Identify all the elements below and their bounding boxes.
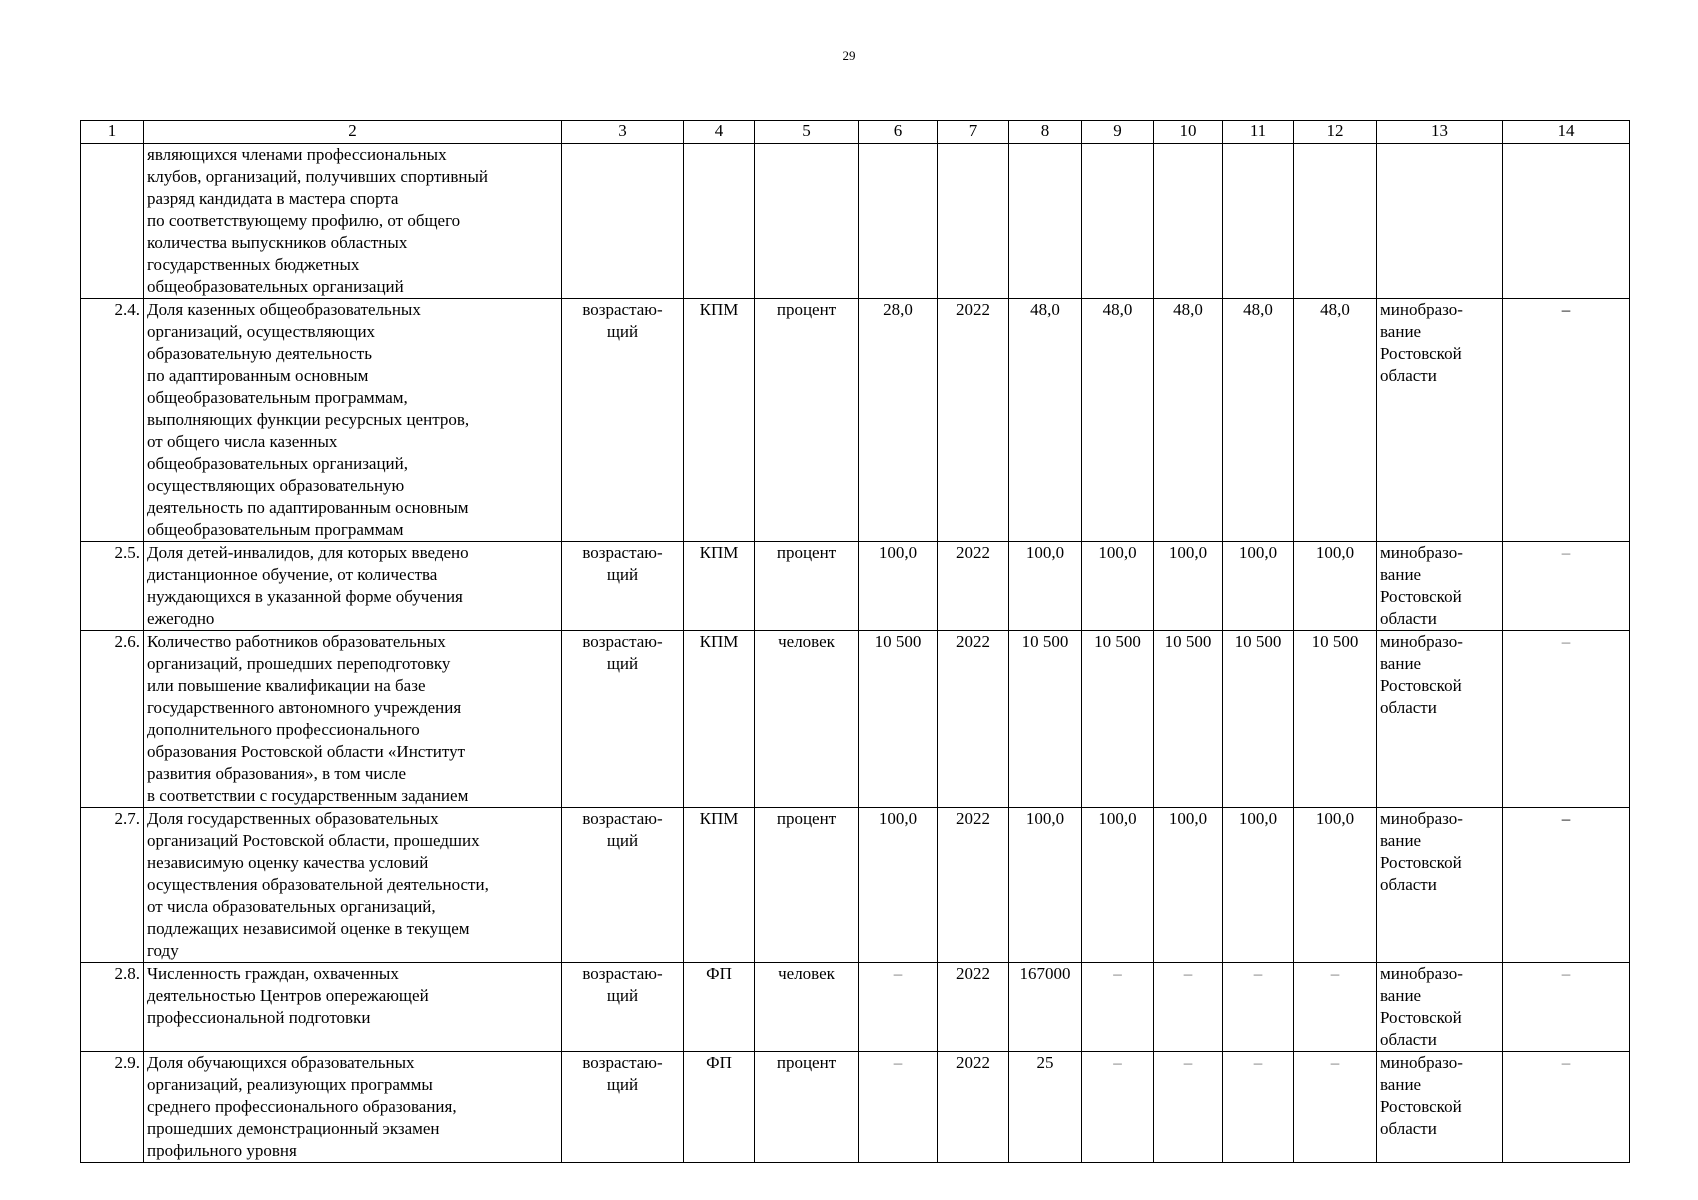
trend-direction <box>562 808 684 963</box>
row-number <box>81 144 144 299</box>
link-field: – <box>1503 963 1630 1052</box>
indicator-name <box>144 144 562 299</box>
responsible-body-line: минобразо- <box>1380 964 1463 983</box>
link-field: – <box>1503 631 1630 808</box>
base-year <box>938 144 1009 299</box>
column-header-14: 14 <box>1503 121 1630 144</box>
trend-direction <box>562 631 684 808</box>
column-header-9: 9 <box>1082 121 1154 144</box>
indicator-name-line: от общего числа казенных <box>147 432 338 451</box>
value-col-11 <box>1223 144 1294 299</box>
trend-direction-line: щий <box>606 1075 639 1094</box>
value-col-9: – <box>1082 1052 1154 1163</box>
table-row <box>81 963 1630 1052</box>
indicator-level: КПМ <box>684 542 755 631</box>
responsible-body-line: области <box>1380 366 1437 385</box>
value-col-11: 10 500 <box>1223 631 1294 808</box>
column-header-8: 8 <box>1009 121 1082 144</box>
column-header-4: 4 <box>684 121 755 144</box>
value-col-12: 100,0 <box>1294 808 1377 963</box>
base-year: 2022 <box>938 631 1009 808</box>
value-col-9: 10 500 <box>1082 631 1154 808</box>
value-col-11: – <box>1223 1052 1294 1163</box>
responsible-body-line: минобразо- <box>1380 809 1463 828</box>
column-header-2: 2 <box>144 121 562 144</box>
indicator-name-line: профильного уровня <box>147 1141 297 1160</box>
indicator-name-line: осуществляющих образовательную <box>147 476 405 495</box>
responsible-body-line: вание <box>1380 986 1422 1005</box>
responsible-body-line: области <box>1380 875 1437 894</box>
indicator-name-line: независимую оценку качества условий <box>147 853 429 872</box>
responsible-body <box>1377 1052 1503 1163</box>
base-year: 2022 <box>938 1052 1009 1163</box>
responsible-body-line: минобразо- <box>1380 1053 1463 1072</box>
indicator-name <box>144 631 562 808</box>
table-row <box>81 299 1630 542</box>
indicator-name-line: деятельность по адаптированным основным <box>147 498 469 517</box>
indicator-level <box>684 144 755 299</box>
responsible-body-line: области <box>1380 1030 1437 1049</box>
indicator-name-line: нуждающихся в указанной форме обучения <box>147 587 463 606</box>
indicator-name-line: в соответствии с государственным заданием <box>147 786 469 805</box>
indicator-name-line: разряд кандидата в мастера спорта <box>147 189 399 208</box>
indicator-name-line: Доля детей-инвалидов, для которых введено <box>147 543 469 562</box>
responsible-body-line: вание <box>1380 565 1422 584</box>
row-number: 2.7. <box>81 808 144 963</box>
link-field: – <box>1503 542 1630 631</box>
indicator-level: КПМ <box>684 808 755 963</box>
responsible-body-line: Ростовской <box>1380 1008 1462 1027</box>
table-body <box>81 144 1630 1163</box>
trend-direction <box>562 1052 684 1163</box>
base-year: 2022 <box>938 542 1009 631</box>
indicator-name-line: Доля казенных общеобразовательных <box>147 300 421 319</box>
indicator-name-line: от числа образовательных организаций, <box>147 897 436 916</box>
table-row <box>81 808 1630 963</box>
value-col-12 <box>1294 144 1377 299</box>
indicator-name-line: выполняющих функции ресурсных центров, <box>147 410 470 429</box>
responsible-body-line: области <box>1380 1119 1437 1138</box>
responsible-body-line: Ростовской <box>1380 587 1462 606</box>
indicator-name-line: или повышение квалификации на базе <box>147 676 426 695</box>
column-header-5: 5 <box>755 121 859 144</box>
responsible-body-line: Ростовской <box>1380 344 1462 363</box>
indicator-name-line: дистанционное обучение, от количества <box>147 565 438 584</box>
base-value: 100,0 <box>859 542 938 631</box>
indicator-name <box>144 299 562 542</box>
indicator-name <box>144 542 562 631</box>
responsible-body <box>1377 808 1503 963</box>
row-number: 2.5. <box>81 542 144 631</box>
row-number: 2.9. <box>81 1052 144 1163</box>
responsible-body-line: Ростовской <box>1380 853 1462 872</box>
indicator-level: КПМ <box>684 631 755 808</box>
responsible-body-line: вание <box>1380 1075 1422 1094</box>
value-col-10 <box>1154 144 1223 299</box>
base-year: 2022 <box>938 299 1009 542</box>
responsible-body <box>1377 631 1503 808</box>
value-col-8: 48,0 <box>1009 299 1082 542</box>
value-col-8 <box>1009 144 1082 299</box>
responsible-body <box>1377 963 1503 1052</box>
trend-direction-line: щий <box>606 831 639 850</box>
table-row <box>81 542 1630 631</box>
base-value: – <box>859 963 938 1052</box>
trend-direction-line: щий <box>606 565 639 584</box>
indicator-name-line: развития образования», в том числе <box>147 764 407 783</box>
trend-direction-line: возрастаю- <box>582 809 663 828</box>
indicator-level: КПМ <box>684 299 755 542</box>
responsible-body-line: Ростовской <box>1380 676 1462 695</box>
value-col-10: 48,0 <box>1154 299 1223 542</box>
indicator-level: ФП <box>684 1052 755 1163</box>
responsible-body-line: вание <box>1380 831 1422 850</box>
base-year: 2022 <box>938 808 1009 963</box>
indicator-name-line: по адаптированным основным <box>147 366 369 385</box>
indicator-level: ФП <box>684 963 755 1052</box>
indicator-name-line: клубов, организаций, получивших спортивный <box>147 167 489 186</box>
value-col-9: 100,0 <box>1082 808 1154 963</box>
indicator-name-line: профессиональной подготовки <box>147 1008 371 1027</box>
link-field: – <box>1503 299 1630 542</box>
indicator-name-line: организаций Ростовской области, прошедших <box>147 831 480 850</box>
unit-of-measure: человек <box>755 963 859 1052</box>
value-col-9: 48,0 <box>1082 299 1154 542</box>
indicator-name-line: государственного автономного учреждения <box>147 698 462 717</box>
unit-of-measure: процент <box>755 542 859 631</box>
indicator-name-line: общеобразовательных организаций, <box>147 454 409 473</box>
value-col-10: – <box>1154 963 1223 1052</box>
link-field: – <box>1503 1052 1630 1163</box>
value-col-11: 100,0 <box>1223 808 1294 963</box>
indicator-name <box>144 1052 562 1163</box>
indicator-name-line: Численность граждан, охваченных <box>147 964 399 983</box>
value-col-9: 100,0 <box>1082 542 1154 631</box>
base-value: 28,0 <box>859 299 938 542</box>
unit-of-measure <box>755 144 859 299</box>
value-col-11: – <box>1223 963 1294 1052</box>
trend-direction-line: щий <box>606 322 639 341</box>
row-number: 2.6. <box>81 631 144 808</box>
trend-direction <box>562 963 684 1052</box>
value-col-12: – <box>1294 963 1377 1052</box>
row-number: 2.4. <box>81 299 144 542</box>
responsible-body-line: минобразо- <box>1380 543 1463 562</box>
value-col-12: – <box>1294 1052 1377 1163</box>
trend-direction <box>562 144 684 299</box>
trend-direction-line: возрастаю- <box>582 632 663 651</box>
value-col-11: 100,0 <box>1223 542 1294 631</box>
indicator-name-line: Доля государственных образовательных <box>147 809 439 828</box>
trend-direction-line: возрастаю- <box>582 1053 663 1072</box>
table-row <box>81 631 1630 808</box>
responsible-body-line: минобразо- <box>1380 632 1463 651</box>
indicator-name-line: организаций, осуществляющих <box>147 322 376 341</box>
indicators-table <box>80 120 1630 1163</box>
indicator-name-line: подлежащих независимой оценке в текущем <box>147 919 470 938</box>
trend-direction <box>562 299 684 542</box>
responsible-body-line: области <box>1380 698 1437 717</box>
link-field: – <box>1503 808 1630 963</box>
unit-of-measure: процент <box>755 299 859 542</box>
indicator-name-line: образовательную деятельность <box>147 344 372 363</box>
value-col-12: 10 500 <box>1294 631 1377 808</box>
column-header-10: 10 <box>1154 121 1223 144</box>
value-col-8: 100,0 <box>1009 808 1082 963</box>
row-number: 2.8. <box>81 963 144 1052</box>
value-col-9: – <box>1082 963 1154 1052</box>
indicator-name-line: среднего профессионального образования, <box>147 1097 457 1116</box>
column-header-3: 3 <box>562 121 684 144</box>
responsible-body <box>1377 299 1503 542</box>
indicator-name-line: Доля обучающихся образовательных <box>147 1053 415 1072</box>
value-col-8: 25 <box>1009 1052 1082 1163</box>
value-col-8: 100,0 <box>1009 542 1082 631</box>
base-value <box>859 144 938 299</box>
indicator-name-line: общеобразовательным программам <box>147 520 404 539</box>
unit-of-measure: процент <box>755 808 859 963</box>
indicator-name-line: общеобразовательным программам, <box>147 388 408 407</box>
trend-direction-line: возрастаю- <box>582 300 663 319</box>
trend-direction-line: возрастаю- <box>582 543 663 562</box>
indicator-name-line: образования Ростовской области «Институт <box>147 742 466 761</box>
value-col-9 <box>1082 144 1154 299</box>
header-row <box>81 121 1630 144</box>
base-year: 2022 <box>938 963 1009 1052</box>
indicator-name-line: государственных бюджетных <box>147 255 360 274</box>
responsible-body-line: области <box>1380 609 1437 628</box>
value-col-11: 48,0 <box>1223 299 1294 542</box>
indicator-name-line: прошедших демонстрационный экзамен <box>147 1119 440 1138</box>
value-col-10: 10 500 <box>1154 631 1223 808</box>
base-value: 10 500 <box>859 631 938 808</box>
column-header-11: 11 <box>1223 121 1294 144</box>
unit-of-measure: человек <box>755 631 859 808</box>
column-header-12: 12 <box>1294 121 1377 144</box>
indicator-name-line: году <box>147 941 179 960</box>
page-number: 29 <box>842 48 856 63</box>
trend-direction-line: возрастаю- <box>582 964 663 983</box>
unit-of-measure: процент <box>755 1052 859 1163</box>
responsible-body-line: Ростовской <box>1380 1097 1462 1116</box>
value-col-10: 100,0 <box>1154 808 1223 963</box>
indicator-name-line: дополнительного профессионального <box>147 720 420 739</box>
indicator-name-line: организаций, реализующих программы <box>147 1075 433 1094</box>
link-field <box>1503 144 1630 299</box>
indicator-name-line: общеобразовательных организаций <box>147 277 404 296</box>
column-header-7: 7 <box>938 121 1009 144</box>
value-col-8: 167000 <box>1009 963 1082 1052</box>
responsible-body-line: вание <box>1380 654 1422 673</box>
responsible-body-line: вание <box>1380 322 1422 341</box>
indicator-name-line: ежегодно <box>147 609 215 628</box>
responsible-body <box>1377 542 1503 631</box>
trend-direction-line: щий <box>606 654 639 673</box>
value-col-8: 10 500 <box>1009 631 1082 808</box>
value-col-10: 100,0 <box>1154 542 1223 631</box>
indicator-name <box>144 808 562 963</box>
column-header-1: 1 <box>81 121 144 144</box>
indicator-name-line: организаций, прошедших переподготовку <box>147 654 451 673</box>
value-col-10: – <box>1154 1052 1223 1163</box>
base-value: 100,0 <box>859 808 938 963</box>
indicator-name-line: количества выпускников областных <box>147 233 408 252</box>
trend-direction-line: щий <box>606 986 639 1005</box>
indicator-name-line: Количество работников образовательных <box>147 632 446 651</box>
indicator-name-line: деятельностью Центров опережающей <box>147 986 429 1005</box>
trend-direction <box>562 542 684 631</box>
responsible-body-line: минобразо- <box>1380 300 1463 319</box>
table-row <box>81 1052 1630 1163</box>
base-value: – <box>859 1052 938 1163</box>
table-row <box>81 144 1630 299</box>
responsible-body <box>1377 144 1503 299</box>
indicator-name <box>144 963 562 1052</box>
indicator-name-line: осуществления образовательной деятельности, <box>147 875 489 894</box>
column-header-13: 13 <box>1377 121 1503 144</box>
value-col-12: 100,0 <box>1294 542 1377 631</box>
value-col-12: 48,0 <box>1294 299 1377 542</box>
column-header-6: 6 <box>859 121 938 144</box>
indicator-name-line: по соответствующему профилю, от общего <box>147 211 461 230</box>
indicator-name-line: являющихся членами профессиональных <box>147 145 447 164</box>
